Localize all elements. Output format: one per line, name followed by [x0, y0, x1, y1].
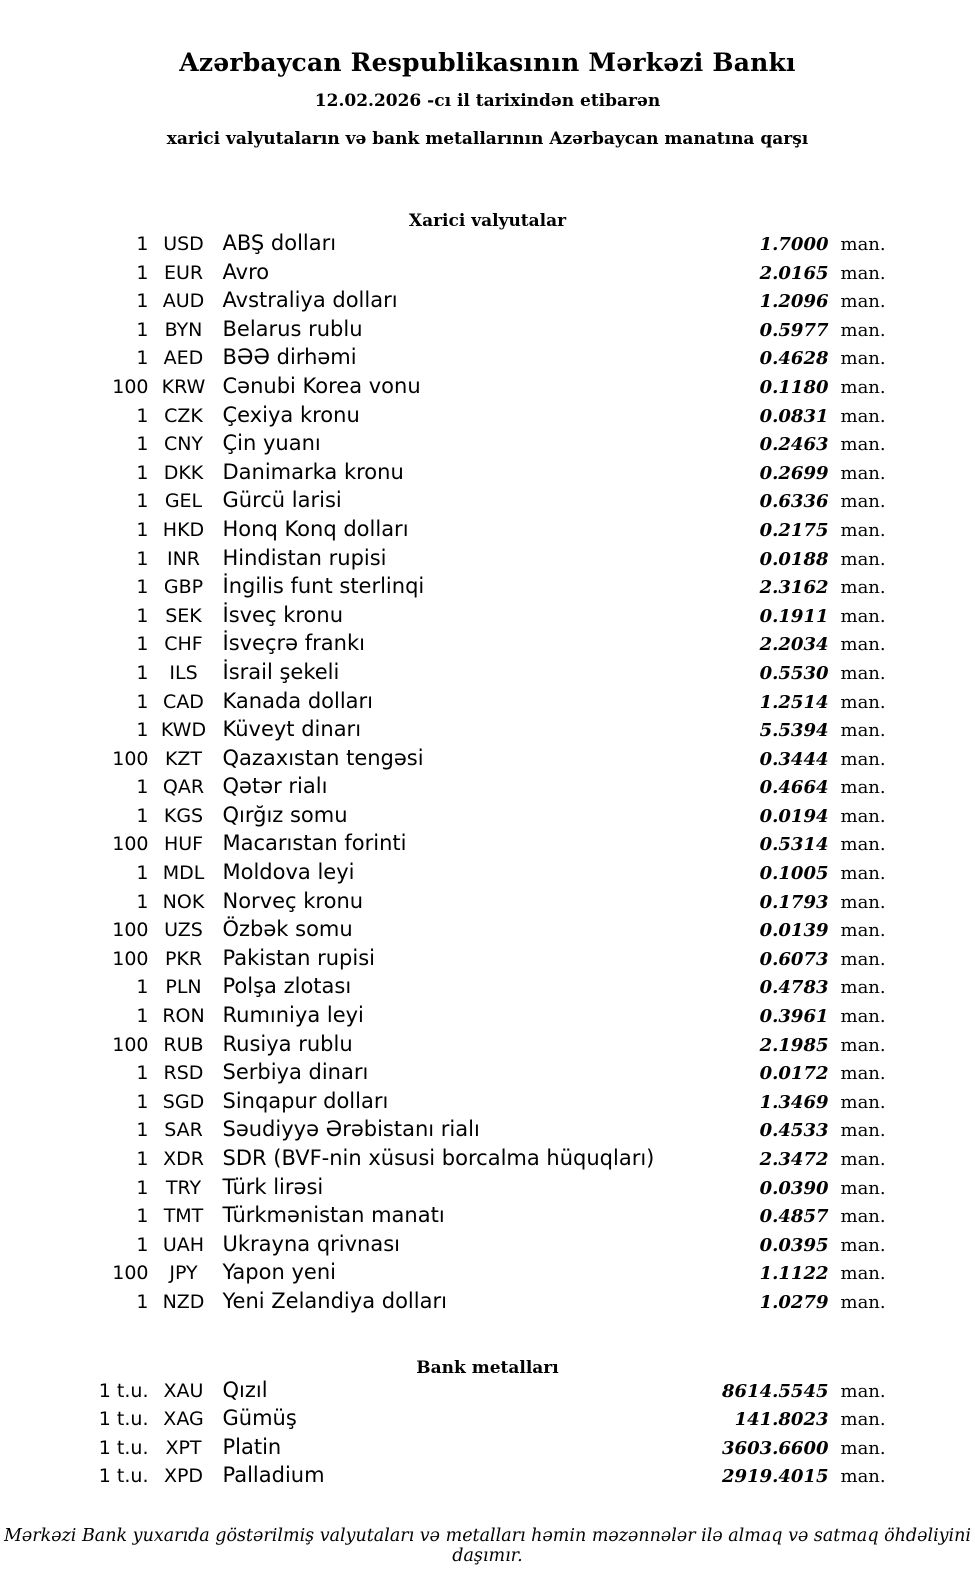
currency-code: PLN — [165, 976, 202, 999]
rate-unit: man. — [840, 1466, 886, 1488]
rate-value: 0.4783 — [759, 977, 829, 999]
currency-name: Qətər rialı — [222, 774, 328, 799]
table-row — [57, 1117, 919, 1146]
rate-amount: 1 — [136, 776, 149, 799]
currency-name: Pakistan rupisi — [222, 945, 375, 970]
currency-name: Türk lirəsi — [222, 1174, 324, 1199]
currency-code: KWD — [160, 719, 207, 742]
currency-code: INR — [166, 547, 201, 570]
rate-amount: 100 — [112, 833, 149, 856]
table-row — [57, 288, 919, 317]
currency-code: BYN — [164, 318, 203, 341]
rate-unit: man. — [840, 691, 886, 713]
bank-metals-section-title: Bank metalları — [416, 1357, 559, 1378]
rate-amount: 1 — [136, 461, 149, 484]
currency-code: RUB — [163, 1033, 204, 1056]
table-row — [57, 374, 919, 403]
currency-name: İngilis funt sterlinqi — [222, 574, 425, 599]
rate-unit: man. — [840, 376, 886, 398]
rate-value: 2.3472 — [759, 1149, 829, 1170]
rate-amount: 1 — [136, 1176, 149, 1199]
currency-code: HKD — [162, 518, 205, 541]
rate-value: 0.3961 — [759, 1006, 829, 1028]
rate-value: 0.6336 — [759, 491, 829, 513]
currency-code: EUR — [163, 261, 204, 284]
table-row — [57, 403, 919, 432]
table-row — [57, 746, 919, 775]
bank-metals-table-body — [57, 1378, 919, 1492]
rate-amount: 1 — [136, 1005, 149, 1028]
currency-code: RON — [162, 1005, 205, 1028]
rate-amount: 1 — [136, 661, 149, 684]
table-row — [57, 1463, 919, 1492]
rate-unit: man. — [840, 1034, 886, 1056]
currency-code: AED — [163, 347, 204, 370]
rate-amount: 100 — [112, 947, 149, 970]
table-row — [57, 1435, 919, 1464]
rate-amount: 1 — [136, 318, 149, 341]
rate-value: 1.1122 — [759, 1263, 829, 1285]
rate-value: 5.5394 — [759, 720, 829, 742]
rate-unit: man. — [840, 234, 886, 255]
currency-name: Danimarka kronu — [222, 459, 404, 484]
table-row — [57, 1146, 919, 1175]
rate-value: 8614.5545 — [722, 1380, 829, 1402]
currency-name: Yapon yeni — [222, 1260, 336, 1285]
rate-amount: 1 — [136, 233, 149, 255]
table-row — [57, 946, 919, 975]
currency-name: Ukrayna qrivnası — [222, 1231, 400, 1256]
rate-value: 0.3444 — [759, 748, 829, 770]
currency-name: İsrail şekeli — [222, 659, 340, 684]
currency-code: KGS — [163, 804, 204, 827]
rate-value: 0.2463 — [759, 434, 829, 456]
currency-name: Özbək somu — [222, 917, 353, 942]
rate-unit: man. — [840, 1006, 886, 1028]
rate-amount: 1 — [136, 690, 149, 713]
currency-code: UZS — [164, 919, 203, 942]
rate-unit: man. — [840, 834, 886, 856]
rate-value: 0.5314 — [759, 834, 829, 856]
table-row — [57, 1032, 919, 1061]
rate-value: 2919.4015 — [722, 1466, 829, 1488]
table-row — [57, 574, 919, 603]
rate-value: 0.0194 — [759, 805, 829, 827]
currency-code: ILS — [169, 661, 198, 684]
rate-unit: man. — [840, 748, 886, 770]
rate-amount: 1 t.u. — [98, 1436, 149, 1459]
table-row — [57, 774, 919, 803]
table-row — [57, 603, 919, 632]
rate-value: 0.6073 — [759, 948, 829, 970]
currency-code: GEL — [164, 490, 203, 513]
currency-name: Qızıl — [222, 1377, 268, 1402]
rate-amount: 1 t.u. — [98, 1408, 149, 1431]
rate-amount: 1 — [136, 576, 149, 599]
rate-unit: man. — [840, 662, 886, 684]
rate-unit: man. — [840, 891, 886, 913]
rate-unit: man. — [840, 948, 886, 970]
currency-name: BƏƏ dirhəmi — [222, 345, 357, 370]
rate-amount: 1 — [136, 804, 149, 827]
currency-name: Qazaxıstan tengəsi — [222, 745, 424, 770]
currency-name: Gürcü larisi — [222, 488, 342, 513]
rate-amount: 100 — [112, 1262, 149, 1285]
rate-unit: man. — [840, 777, 886, 799]
currency-name: Avro — [222, 259, 270, 284]
rate-value: 2.1985 — [759, 1034, 829, 1056]
currency-code: XAG — [163, 1408, 204, 1431]
table-row — [57, 717, 919, 746]
table-row — [57, 974, 919, 1003]
currency-name: Küveyt dinarı — [222, 717, 362, 742]
currency-name: Rusiya rublu — [222, 1031, 353, 1056]
table-row — [57, 1089, 919, 1118]
rate-value: 2.0165 — [759, 262, 829, 284]
currency-name: Platin — [222, 1434, 282, 1459]
currency-name: Kanada dolları — [222, 688, 374, 713]
rate-unit: man. — [840, 1063, 886, 1085]
currency-name: Sinqapur dolları — [222, 1088, 389, 1113]
currency-code: XAU — [163, 1379, 204, 1402]
currency-name: İsveçrə frankı — [222, 631, 365, 656]
currency-code: QAR — [162, 776, 205, 799]
rate-unit: man. — [840, 1177, 886, 1199]
currency-code: MDL — [162, 862, 205, 885]
rate-value: 1.2096 — [759, 291, 829, 313]
currency-name: Honq Konq dolları — [222, 516, 409, 541]
currency-name: Avstraliya dolları — [222, 288, 398, 313]
rate-value: 0.5530 — [759, 662, 829, 684]
rate-value: 1.0279 — [759, 1291, 829, 1313]
table-row — [57, 1060, 919, 1089]
currency-name: Çexiya kronu — [222, 402, 360, 427]
rate-unit: man. — [840, 720, 886, 742]
rate-value: 0.1793 — [759, 891, 829, 913]
rate-unit: man. — [840, 920, 886, 942]
currency-code: NOK — [162, 890, 205, 913]
table-row — [57, 431, 919, 460]
rate-unit: man. — [840, 348, 886, 370]
rate-unit: man. — [840, 1437, 886, 1459]
rate-amount: 1 — [136, 1090, 149, 1113]
rate-unit: man. — [840, 1380, 886, 1402]
page-header — [0, 0, 975, 149]
rate-amount: 1 — [136, 347, 149, 370]
currency-name: Gümüş — [222, 1406, 297, 1431]
rate-value: 0.4628 — [759, 348, 829, 370]
rate-amount: 1 t.u. — [98, 1379, 149, 1402]
currency-code: JPY — [169, 1262, 198, 1285]
table-row — [57, 231, 919, 260]
table-row — [57, 1232, 919, 1261]
rate-amount: 100 — [112, 747, 149, 770]
currency-code: SEK — [165, 604, 202, 627]
rate-value: 0.4664 — [759, 777, 829, 799]
bank-metals-table — [57, 1378, 919, 1492]
table-row — [57, 917, 919, 946]
currency-name: Qırğız somu — [222, 802, 348, 827]
currency-code: XDR — [163, 1148, 204, 1170]
rate-value: 3603.6600 — [722, 1437, 829, 1459]
currency-name: Serbiya dinarı — [222, 1060, 369, 1085]
rate-unit: man. — [840, 291, 886, 313]
rate-unit: man. — [840, 977, 886, 999]
rate-unit: man. — [840, 462, 886, 484]
rate-unit: man. — [840, 1206, 886, 1228]
currency-code: KRW — [161, 375, 206, 398]
rate-amount: 1 — [136, 404, 149, 427]
table-row — [57, 889, 919, 918]
rate-value: 0.4533 — [759, 1120, 829, 1142]
rate-unit: man. — [840, 1091, 886, 1113]
currency-name: Rumıniya leyi — [222, 1003, 364, 1028]
rate-unit: man. — [840, 863, 886, 885]
table-row — [57, 1406, 919, 1435]
rate-unit: man. — [840, 805, 886, 827]
currency-code: XPD — [163, 1465, 204, 1488]
table-row — [57, 1260, 919, 1289]
currency-code: RSD — [163, 1062, 204, 1085]
currency-code: CZK — [164, 404, 203, 427]
rate-unit: man. — [840, 1291, 886, 1313]
table-row — [57, 1289, 919, 1318]
currency-code: SAR — [164, 1119, 203, 1142]
table-row — [57, 488, 919, 517]
rate-unit: man. — [840, 405, 886, 427]
rate-amount: 1 — [136, 290, 149, 313]
rate-unit: man. — [840, 548, 886, 570]
rate-value: 1.3469 — [759, 1091, 829, 1113]
currency-code: HUF — [163, 833, 204, 856]
rate-amount: 1 — [136, 547, 149, 570]
currency-code: CHF — [164, 633, 203, 656]
rate-amount: 1 — [136, 976, 149, 999]
currency-name: İsveç kronu — [222, 602, 344, 627]
rate-value: 0.0395 — [759, 1234, 829, 1256]
rate-amount: 1 — [136, 1205, 149, 1228]
rate-unit: man. — [840, 1409, 886, 1431]
rate-value: 0.1005 — [759, 863, 829, 885]
table-row — [57, 260, 919, 289]
rate-unit: man. — [840, 519, 886, 541]
rate-value: 0.4857 — [759, 1206, 829, 1228]
table-row — [57, 546, 919, 575]
rate-unit: man. — [840, 634, 886, 656]
currency-code: NZD — [162, 1290, 205, 1313]
rate-value: 0.1911 — [759, 605, 829, 627]
effective-date-line: 12.02.2026 -cı il tarixindən etibarən — [314, 91, 661, 111]
currency-code: AUD — [162, 290, 205, 313]
rate-value: 1.7000 — [759, 234, 829, 255]
rate-amount: 100 — [112, 1033, 149, 1056]
rate-unit: man. — [840, 1234, 886, 1256]
rate-unit: man. — [840, 1149, 886, 1170]
currency-name: Macarıstan forinti — [222, 831, 407, 856]
rate-value: 2.3162 — [759, 577, 829, 599]
rate-value: 0.1180 — [759, 376, 829, 398]
table-row — [57, 517, 919, 546]
rate-amount: 1 — [136, 633, 149, 656]
rate-value: 2.2034 — [759, 634, 829, 656]
currency-code: KZT — [164, 747, 203, 770]
foreign-currency-section-title: Xarici valyutalar — [408, 211, 567, 231]
rate-value: 0.0188 — [759, 548, 829, 570]
rate-value: 0.2699 — [759, 462, 829, 484]
rate-amount: 1 — [136, 1233, 149, 1256]
currency-code: CAD — [163, 690, 204, 713]
rate-unit: man. — [840, 262, 886, 284]
table-row — [57, 1378, 919, 1407]
rate-value: 0.0139 — [759, 920, 829, 942]
currency-code: SGD — [162, 1090, 205, 1113]
rate-amount: 100 — [112, 919, 149, 942]
page-subtitle: xarici valyutaların və bank metallarının Azərbaycan manatına qarşı — [166, 129, 809, 149]
table-row — [57, 831, 919, 860]
currency-name: Türkmənistan manatı — [222, 1203, 445, 1228]
rate-amount: 1 — [136, 433, 149, 456]
rate-value: 0.5977 — [759, 319, 829, 341]
table-row — [57, 1203, 919, 1232]
rate-unit: man. — [840, 491, 886, 513]
currency-name: Cənubi Korea vonu — [222, 373, 421, 398]
rate-amount: 1 — [136, 890, 149, 913]
rate-value: 0.0172 — [759, 1063, 829, 1085]
rate-unit: man. — [840, 605, 886, 627]
rate-amount: 1 — [136, 518, 149, 541]
rate-value: 0.2175 — [759, 519, 829, 541]
rate-unit: man. — [840, 1263, 886, 1285]
currency-name: Çin yuanı — [222, 431, 321, 456]
table-row — [57, 860, 919, 889]
currency-code: TRY — [165, 1176, 202, 1199]
foreign-currency-table — [57, 231, 919, 1318]
table-row — [57, 460, 919, 489]
table-row — [57, 317, 919, 346]
rate-value: 0.0390 — [759, 1177, 829, 1199]
currency-code: DKK — [163, 461, 204, 484]
table-row — [57, 1175, 919, 1204]
currency-code: XPT — [165, 1436, 202, 1459]
currency-name: Polşa zlotası — [222, 974, 352, 999]
currency-code: UAH — [162, 1233, 205, 1256]
rate-unit: man. — [840, 577, 886, 599]
table-row — [57, 689, 919, 718]
currency-name: Hindistan rupisi — [222, 545, 387, 570]
table-row — [57, 631, 919, 660]
rate-amount: 1 — [136, 261, 149, 284]
rate-amount: 1 — [136, 719, 149, 742]
table-row — [57, 1003, 919, 1032]
currency-code: USD — [163, 233, 204, 255]
rate-unit: man. — [840, 1120, 886, 1142]
currency-code: GBP — [163, 576, 204, 599]
table-row — [57, 803, 919, 832]
rate-amount: 1 — [136, 490, 149, 513]
currency-name: Moldova leyi — [222, 860, 355, 885]
rate-amount: 1 — [136, 862, 149, 885]
currency-name: Palladium — [222, 1463, 325, 1488]
rate-amount: 1 t.u. — [98, 1465, 149, 1488]
rate-value: 141.8023 — [734, 1409, 829, 1431]
rate-unit: man. — [840, 434, 886, 456]
rate-value: 0.0831 — [759, 405, 829, 427]
currency-name: Səudiyyə Ərəbistanı rialı — [222, 1117, 480, 1142]
footer-disclaimer: Mərkəzi Bank yuxarıda göstərilmiş valyutaları və metalları həmin məzənnələr ilə almaq və satmaq öhdəliyini daşımır. — [3, 1525, 972, 1566]
table-row — [57, 345, 919, 374]
currency-code: TMT — [163, 1205, 204, 1228]
foreign-currency-table-body — [57, 231, 919, 1318]
currency-name: Norveç kronu — [222, 888, 364, 913]
currency-name: Yeni Zelandiya dolları — [222, 1288, 447, 1313]
rate-amount: 1 — [136, 1290, 149, 1313]
currency-name: SDR (BVF-nin xüsusi borcalma hüquqları) — [222, 1146, 655, 1170]
table-row — [57, 660, 919, 689]
rate-amount: 1 — [136, 604, 149, 627]
rate-amount: 100 — [112, 375, 149, 398]
rate-value: 1.2514 — [759, 691, 829, 713]
rate-amount: 1 — [136, 1119, 149, 1142]
currency-code: CNY — [163, 433, 204, 456]
currency-code: PKR — [164, 947, 203, 970]
rate-unit: man. — [840, 319, 886, 341]
currency-name: ABŞ dolları — [222, 231, 337, 255]
rate-amount: 1 — [136, 1062, 149, 1085]
rate-amount: 1 — [136, 1148, 149, 1170]
currency-name: Belarus rublu — [222, 316, 363, 341]
page-title: Azərbaycan Respublikasının Mərkəzi Bankı — [179, 48, 796, 77]
